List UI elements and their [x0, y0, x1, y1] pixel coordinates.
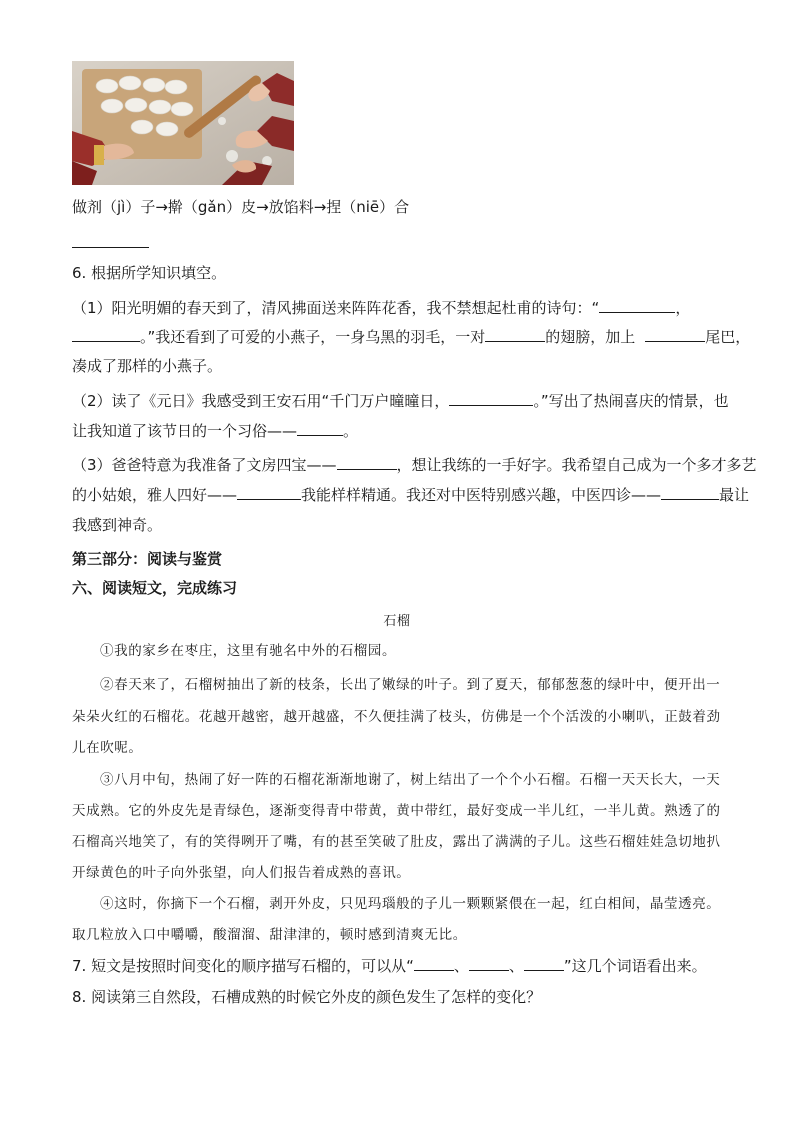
time-word-blank-3[interactable] — [524, 955, 564, 971]
poem-blank-1[interactable] — [599, 297, 675, 313]
passage-p4-line1: ④这时，你摘下一个石榴，剥开外皮，只见玛瑙般的子儿一颗颗紧偎在一起，红白相间，晶莹透亮。 — [100, 896, 721, 912]
q6-part3-line3: 我感到神奇。 — [72, 516, 163, 534]
question-7: 7. 短文是按照时间变化的顺序描写石榴的，可以从“ 、 、 ”这几个词语看出来。 — [72, 957, 707, 975]
q6-part1-line3: 凑成了那样的小燕子。 — [72, 357, 223, 375]
answer-line — [72, 247, 149, 248]
section-6-heading: 六、阅读短文，完成练习 — [72, 579, 238, 597]
q6-part3-line1: （3）爸爸特意为我准备了文房四宝—— ，想让我练的一手好字。我希望自己成为一个多才多艺 — [72, 456, 757, 474]
passage-p3-line1: ③八月中旬，热闹了好一阵的石榴花渐渐地谢了，树上结出了一个个小石榴。石榴一天天长大，一天 — [100, 772, 721, 788]
four-diagnoses-blank[interactable] — [661, 484, 719, 500]
question-8: 8. 阅读第三自然段，石槽成熟的时候它外皮的颜色发生了怎样的变化？ — [72, 988, 542, 1006]
q6-part1-line1: （1）阳光明媚的春天到了，清风拂面送来阵阵花香，我不禁想起杜甫的诗句：“ ， — [72, 299, 691, 317]
poem-blank-2[interactable] — [72, 326, 140, 342]
passage-p1: ①我的家乡在枣庄，这里有驰名中外的石榴园。 — [100, 643, 397, 659]
question-6-title: 6. 根据所学知识填空。 — [72, 264, 227, 282]
tail-blank[interactable] — [645, 326, 705, 342]
process-caption: 做剂（jì）子→擀（gǎn）皮→放馅料→捏（niē）合 — [72, 198, 410, 216]
passage-title: 石榴 — [383, 614, 411, 629]
four-treasures-blank[interactable] — [337, 454, 397, 470]
part-3-heading: 第三部分：阅读与鉴赏 — [72, 550, 223, 568]
time-word-blank-2[interactable] — [469, 955, 509, 971]
passage-p3-line4: 开绿黄色的叶子向外张望，向人们报告着成熟的喜讯。 — [72, 865, 411, 881]
four-arts-blank[interactable] — [237, 484, 301, 500]
q6-part2-line1: （2）读了《元日》我感受到王安石用“千门万户曈曈日， 。”写出了热闹喜庆的情景，也 — [72, 392, 729, 410]
passage-p4-line2: 取几粒放入口中嚼嚼，酸溜溜、甜津津的，顿时感到清爽无比。 — [72, 927, 467, 943]
custom-blank[interactable] — [297, 420, 343, 436]
passage-p3-line2: 天成熟。它的外皮先是青绿色，逐渐变得青中带黄，黄中带红，最好变成一半儿红，一半儿黄。熟透了的 — [72, 803, 721, 819]
q6-part2-line2: 让我知道了该节日的一个习俗—— 。 — [72, 422, 359, 440]
time-word-blank-1[interactable] — [414, 955, 454, 971]
passage-p2-line3: 儿在吹呢。 — [72, 740, 143, 756]
passage-p2-line2: 朵朵火红的石榴花。花越开越密，越开越盛，不久便挂满了枝头，仿佛是一个个活泼的小喇叭，正鼓着劲 — [72, 709, 721, 725]
passage-p3-line3: 石榴高兴地笑了，有的笑得咧开了嘴，有的甚至笑破了肚皮，露出了满满的子儿。这些石榴娃娃急切地扒 — [72, 834, 721, 850]
passage-p2-line1: ②春天来了，石榴树抽出了新的枝条，长出了嫩绿的叶子。到了夏天，郁郁葱葱的绿叶中，便开出一 — [100, 677, 721, 693]
q6-part1-line2: 。”我还看到了可爱的小燕子，一身乌黑的羽毛，一对 的翅膀，加上 尾巴， — [72, 326, 750, 348]
wings-blank[interactable] — [485, 326, 545, 342]
q6-part3-line2: 的小姑娘，雅人四好—— 我能样样精通。我还对中医特别感兴趣，中医四诊—— 最让 — [72, 486, 750, 504]
dumpling-making-photo — [72, 61, 294, 185]
yuanri-blank[interactable] — [449, 390, 533, 406]
